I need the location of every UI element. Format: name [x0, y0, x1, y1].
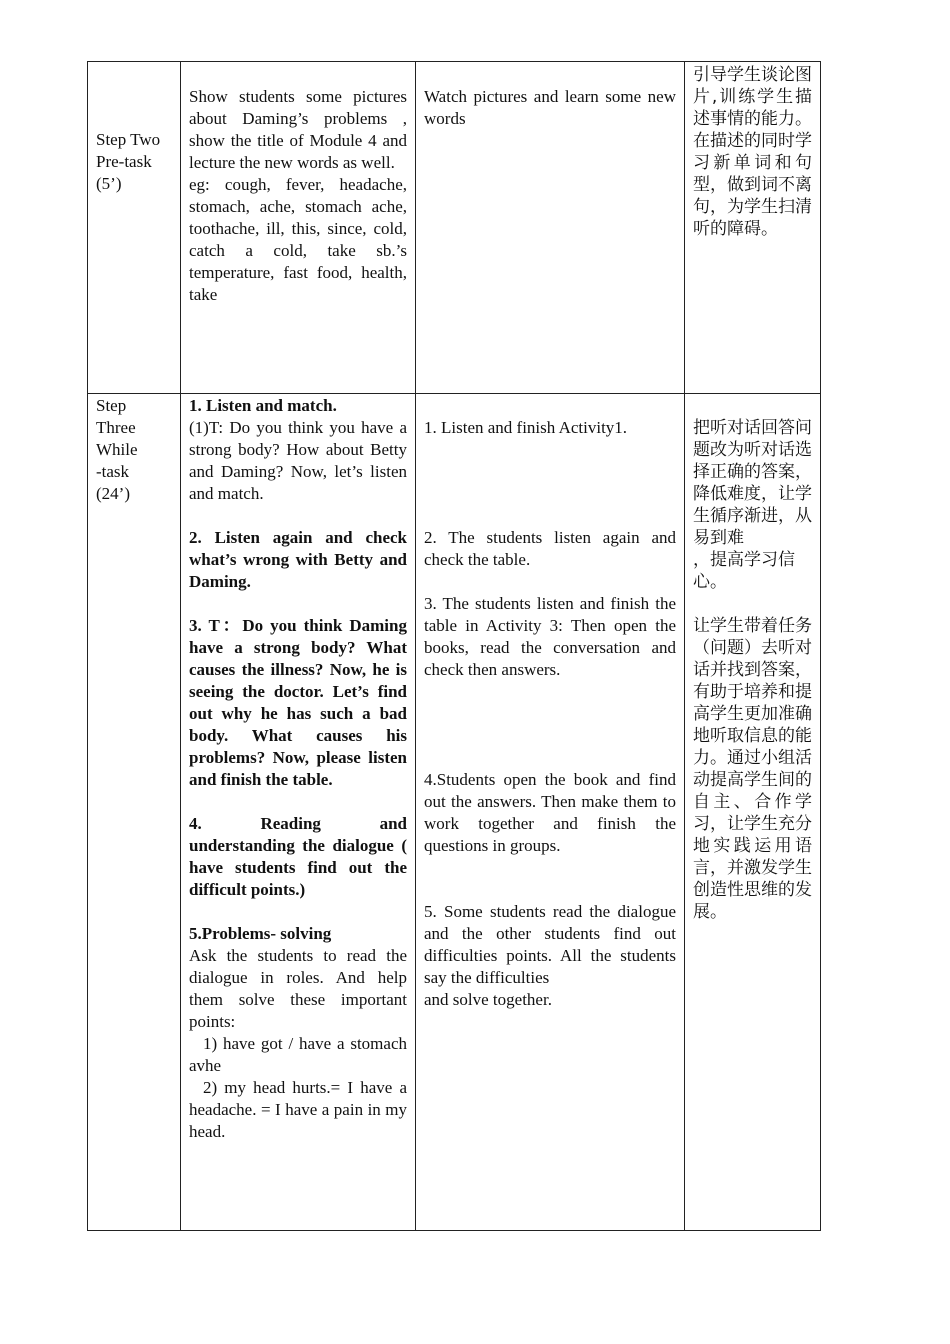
student-activity: Watch pictures and learn some new words: [424, 87, 676, 128]
step-stage-suffix: -task: [96, 462, 130, 481]
student-activity-cell: [416, 394, 685, 1231]
table-row-step-three: [88, 394, 821, 1231]
student-step-5-end: and solve together.: [424, 990, 552, 1009]
task-4: 4. Reading and understanding the dialogue ( have students find out the difficult points.): [189, 814, 407, 899]
task-1-body: (1)T: Do you think you have a strong body? How about Betty and Daming? Now, let’s listen and match.: [189, 418, 407, 503]
task-5-point-1: 1) have got / have a stomach avhe: [189, 1034, 407, 1075]
step-time: (24’): [96, 484, 130, 503]
student-activity-cell: [416, 62, 685, 394]
student-step-5: 5. Some students read the dialogue and the other students find out difficulties points. All the students say the difficulties: [424, 902, 676, 987]
table-row-step-two: [88, 62, 821, 394]
step-number: Three: [96, 418, 136, 437]
step-stage: While: [96, 440, 138, 459]
step-cell: [88, 62, 181, 394]
teacher-instruction: Show students some pictures about Daming’s problems , show the title of Module 4 and lecture the new words as well.: [189, 87, 407, 172]
design-purpose-2: 让学生带着任务（问题）去听对话并找到答案，有助于培养和提高学生更加准确地听取信息的能力。通过小组活动提高学生间的自主、合作学习，让学生充分地实践运用语言，并激发学生创造性思维的发展。: [693, 616, 812, 922]
task-1-title: 1. Listen and match.: [189, 396, 337, 415]
step-time: (5’): [96, 174, 122, 193]
teacher-activity-cell: [181, 62, 416, 394]
design-purpose: 引导学生谈论图片,训练学生描述事情的能力。在描述的同时学习新单词和句型，做到词不离句，为学生扫清听的障碍。: [693, 65, 812, 239]
task-5-body: Ask the students to read the dialogue in roles. And help them solve these important points:: [189, 946, 407, 1031]
task-3: 3. T：Do you think Daming have a strong body? What causes the illness? Now, he is seeing the doctor. Let’s find out why he has such a bad body. What causes his problems? Now, please listen and finish the table.: [189, 616, 407, 789]
design-purpose-cell: [685, 394, 821, 1231]
student-step-2: 2. The students listen again and check the table.: [424, 528, 676, 569]
step-label: Step Two: [96, 130, 161, 149]
task-2: 2. Listen again and check what’s wrong with Betty and Daming.: [189, 528, 407, 591]
design-purpose-1-end: ，提高学习信心。: [693, 550, 795, 592]
design-purpose-cell: [685, 62, 821, 394]
task-5-title: 5.Problems- solving: [189, 924, 332, 943]
task-5-point-2: 2) my head hurts.= I have a headache. = I have a pain in my head.: [189, 1078, 407, 1141]
step-label: Step: [96, 396, 127, 415]
design-purpose-1: 把听对话回答问题改为听对话选择正确的答案，降低难度，让学生循序渐进，从易到难: [693, 418, 812, 548]
student-step-3: 3. The students listen and finish the table in Activity 3: Then open the books, read the conversation and check then answers.: [424, 594, 676, 679]
step-cell: [88, 394, 181, 1231]
teacher-activity-cell: [181, 394, 416, 1231]
student-step-4: 4.Students open the book and find out the answers. Then make them to work together and finish the questions in groups.: [424, 770, 676, 855]
student-step-1: 1. Listen and finish Activity1.: [424, 418, 628, 437]
new-words-list: eg: cough, fever, headache, stomach, ache, stomach ache, toothache, ill, this, since, cold, catch a cold, take sb.’s temperature, fast food, health, take: [189, 175, 407, 304]
lesson-plan-table: [87, 61, 821, 1231]
step-stage: Pre-task: [96, 152, 152, 171]
